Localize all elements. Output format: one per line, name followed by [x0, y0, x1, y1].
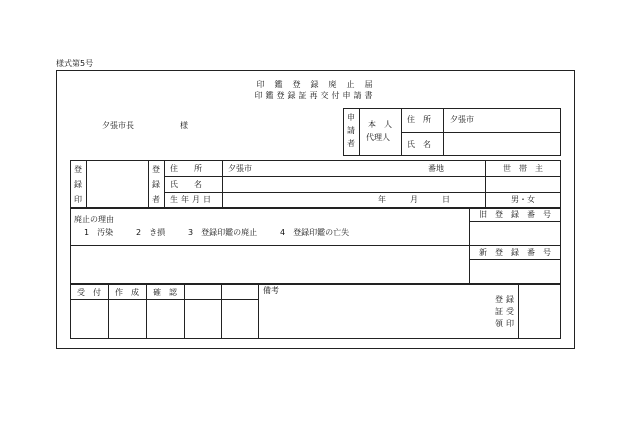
receipt-column-2 — [505, 296, 515, 332]
applicant-address-label: 住 所 — [407, 115, 431, 124]
seal-char-1: 登 — [74, 165, 82, 174]
remarks-label: 備考 — [263, 286, 279, 295]
receipt-char-1: 登 — [495, 295, 503, 304]
reason-bottom-line — [70, 245, 561, 246]
seal-divider-1 — [86, 160, 87, 208]
seal-section-label — [73, 166, 83, 211]
receipt-char-2: 証 — [495, 307, 503, 316]
applicant-char-2: 請 — [347, 126, 355, 135]
agent-label: 代理人 — [366, 133, 390, 142]
sex-field: 男・女 — [511, 195, 535, 204]
registrant-address-label: 住 所 — [170, 164, 202, 173]
created-label: 作 成 — [115, 288, 139, 297]
registrant-field-divider — [222, 160, 223, 208]
registrant-label-divider — [164, 160, 165, 208]
applicant-row-divider — [401, 132, 561, 133]
reason-box — [70, 208, 561, 284]
new-number-header-line — [469, 259, 561, 260]
birth-month: 月 — [410, 195, 418, 204]
receipt-column-1 — [494, 296, 504, 332]
banchi-label: 番地 — [428, 164, 444, 173]
number-column-divider — [469, 208, 470, 284]
form-title-line1: 印 鑑 登 録 廃 止 届 — [256, 80, 374, 89]
householder-divider — [485, 160, 486, 208]
applicant-section-label — [346, 114, 356, 153]
reason-option-1: 1 汚染 — [84, 228, 114, 237]
old-number-header-line — [469, 221, 561, 222]
applicant-name-label: 氏 名 — [407, 140, 431, 149]
new-number-label: 新 登 録 番 号 — [479, 248, 551, 257]
applicant-divider-1 — [359, 108, 360, 156]
registrant-row-2 — [164, 192, 561, 193]
footer-divider-2 — [146, 284, 147, 339]
registrant-section-label — [151, 166, 161, 211]
addressee: 夕張市長 — [102, 121, 134, 130]
reason-option-2: 2 き損 — [136, 228, 166, 237]
birthdate-label: 生年月日 — [170, 195, 214, 204]
seal-char-2: 録 — [74, 180, 82, 189]
registrant-char-3: 者 — [152, 195, 160, 204]
reason-option-3: 3 登録印鑑の廃止 — [188, 228, 258, 237]
principal-label: 本 人 — [368, 120, 392, 129]
reason-title: 廃止の理由 — [74, 215, 114, 224]
birth-day: 日 — [442, 195, 450, 204]
receipt-char-4: 録 — [506, 295, 514, 304]
seal-char-3: 印 — [74, 195, 82, 204]
registrant-char-2: 録 — [152, 180, 160, 189]
applicant-char-1: 申 — [347, 113, 355, 122]
receipt-char-5: 受 — [506, 307, 514, 316]
footer-header-line — [70, 299, 258, 300]
footer-divider-4 — [221, 284, 222, 339]
old-number-label: 旧 登 録 番 号 — [479, 210, 551, 219]
footer-divider-6 — [518, 284, 519, 339]
receipt-char-3: 領 — [495, 319, 503, 328]
form-number: 様式第5号 — [56, 59, 94, 68]
applicant-address-value: 夕張市 — [450, 115, 474, 124]
addressee-honorific: 様 — [180, 121, 188, 130]
received-label: 受 付 — [77, 288, 101, 297]
householder-label: 世 帯 主 — [503, 164, 543, 173]
confirmed-label: 確 認 — [153, 288, 177, 297]
birth-year: 年 — [378, 195, 386, 204]
registrant-name-label: 氏 名 — [170, 180, 202, 189]
registrant-row-1 — [164, 176, 561, 177]
form-title-line2: 印鑑登録証再交付申請書 — [254, 91, 376, 100]
registrant-char-1: 登 — [152, 165, 160, 174]
footer-divider-5 — [258, 284, 259, 339]
footer-divider-1 — [108, 284, 109, 339]
reason-option-4: 4 登録印鑑の亡失 — [280, 228, 350, 237]
footer-divider-3 — [184, 284, 185, 339]
seal-divider-2 — [148, 160, 149, 208]
registrant-address-value: 夕張市 — [228, 164, 252, 173]
applicant-char-3: 者 — [347, 139, 355, 148]
receipt-char-6: 印 — [506, 319, 514, 328]
